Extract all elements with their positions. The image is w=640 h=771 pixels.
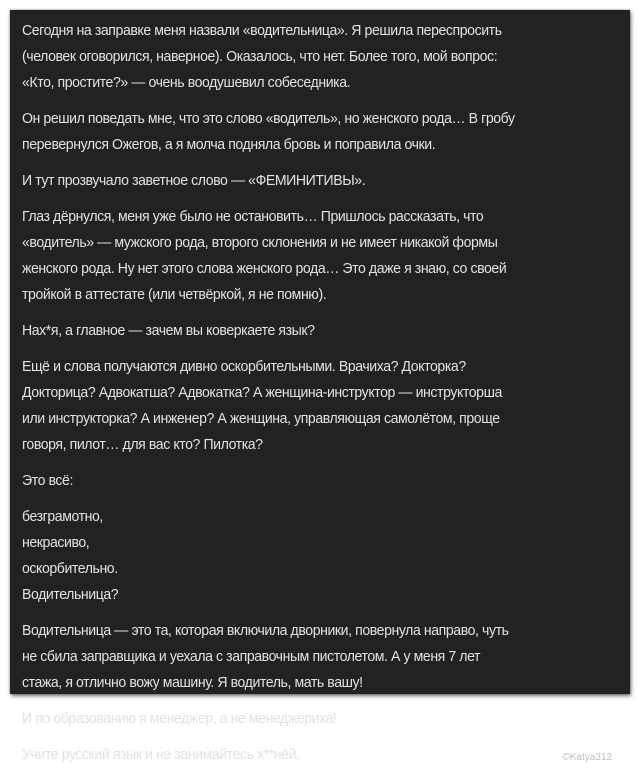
text-line: тройкой в аттестате (или четвёркой, я не помню). [22,286,327,303]
paragraph-feminitives [22,168,624,194]
text-line: Нах*я, а главное — зачем вы коверкаете язык? [22,322,315,339]
text-line: говоря, пилот… для вас кто? Пилотка? [22,436,263,453]
closing-row [22,742,620,768]
text-line: Глаз дёрнулся, меня уже было не остановить… Пришлось рассказать, что [22,208,484,225]
paragraph-manager [22,706,624,732]
list-item: оскорбительно. [22,560,118,577]
text-line: (человек оговорился, наверное). Оказалось, что нет. Более того, мой вопрос: [22,48,498,65]
text-line: И по образованию я менеджер, а не менеджериха! [22,710,337,727]
text-line: Ещё и слова получаются дивно оскорбительными. Врачиха? Докторка? [22,358,466,375]
paragraph-definition [22,618,624,696]
paragraph-examples [22,354,624,458]
text-line: не сбила заправщика и уехала с заправочным пистолетом. А у меня 7 лет [22,648,481,665]
paragraph-grammar [22,204,624,308]
text-line: женского рода. Ну нет этого слова женского рода… Это даже я знаю, со своей [22,260,507,277]
paragraph-summary-intro [22,468,624,494]
list-item: безграмотно, [22,508,103,525]
text-line: или инструкторка? А инженер? А женщина, управляющая самолётом, проще [22,410,500,427]
list-item: некрасиво, [22,534,90,551]
text-line: И тут прозвучало заветное слово — «ФЕМИНИТИВЫ». [22,172,366,189]
paragraph-closing [22,742,624,768]
paragraph-ozhegov [22,106,624,158]
text-line: Он решил поведать мне, что это слово «водитель», но женского рода… В гробу [22,110,515,127]
paragraph-intro [22,18,624,96]
text-line: Учите русский язык и не занимайтесь х**нёй. [22,746,300,763]
text-post-card [10,10,630,763]
text-line: Это всё: [22,472,73,489]
text-line: Водительница — это та, которая включила дворники, повернула направо, чуть [22,622,509,639]
list-item: Водительница? [22,586,119,603]
text-line: «водитель» — мужского рода, второго склонения и не имеет никакой формы [22,234,498,251]
summary-list [22,504,620,608]
text-line: стажа, я отлично вожу машину. Я водитель, мать вашу! [22,674,363,691]
text-line: Сегодня на заправке меня назвали «водительница». Я решила переспросить [22,22,502,39]
author-signature: ©Katya312 [562,752,612,763]
text-line: перевернулся Ожегов, а я молча подняла бровь и поправила очки. [22,136,436,153]
text-line: Докторица? Адвокатша? Адвокатка? А женщина-инструктор — инструкторша [22,384,502,401]
text-line: «Кто, простите?» — очень воодушевил собеседника. [22,74,351,91]
paragraph-question [22,318,624,344]
